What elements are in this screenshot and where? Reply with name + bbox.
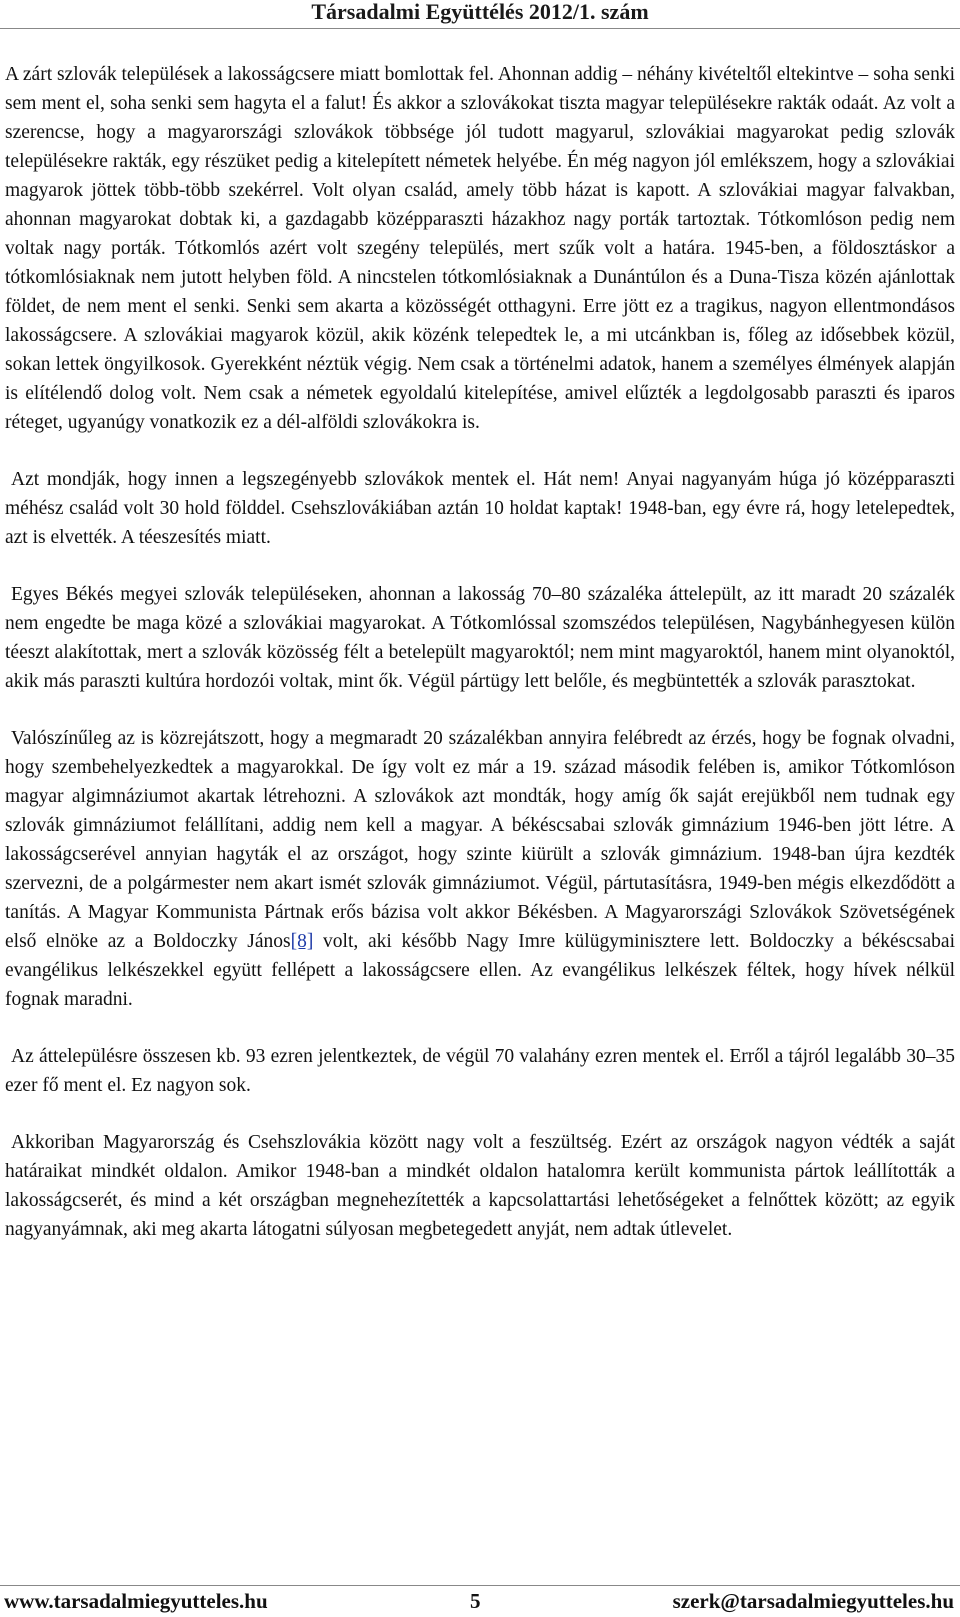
page-number: 5 xyxy=(470,1589,481,1613)
paragraph-6: Akkoriban Magyarország és Csehszlovákia között nagy volt a feszültség. Ezért az országok nagyon védték a saját határaikat mindkét oldalon. Amikor 1948-ban a mindkét oldalon hatalomra került kommunista pártok leállították a lakosságcserét, és mind a két országban megnehezítették a kapcsolattartási lehetőségeket a felnőttek között; az egyik nagyanyámnak, aki meg akarta látogatni súlyosan megbetegedett anyját, nem adtak útlevelet. xyxy=(5,1132,955,1240)
journal-title: Társadalmi Együttélés 2012/1. szám xyxy=(311,0,649,24)
page-footer xyxy=(0,1588,960,1614)
header-divider xyxy=(0,28,960,29)
paragraph-4-text-before: Valószínűleg az is közrejátszott, hogy a megmaradt 20 százalékban annyira felébredt az érzés, hogy be fognak olvadni, hogy szembehelyezkedtek a magyarokkal. De így volt ez már a 19. század második felében is, amikor Tótkomlóson magyar algimnáziumot akartak létrehozni. A szlovákok azt mondták, hogy amíg ők saját erejükből nem tudnak egy szlovák gimnáziumot felállítani, addig nem kell a magyar. A békéscsabai szlovák gimnázium 1946-ben jött létre. A lakosságcserével annyian hagyták el az országot, hogy szinte kiürült a szlovák gimnázium. 1948-ban újra kezdték szervezni, de a polgármester nem akart ismét szlovák gimnáziumot. Végül, pártutasításra, 1949-ben mégis elkezdődött a tanítás. A Magyar Kommunista Pártnak erős bázisa volt akkor Békésben. A Magyarországi Szlovákok Szövetségének első elnöke az a Boldoczky János xyxy=(5,728,955,952)
footer-email: szerk@tarsadalmiegyutteles.hu xyxy=(672,1589,954,1613)
article-body xyxy=(5,60,955,1272)
paragraph-5: Az áttelepülésre összesen kb. 93 ezren jelentkeztek, de végül 70 valahány ezren mentek el. Erről a tájról legalább 30–35 ezer fő ment el. Ez nagyon sok. xyxy=(5,1046,955,1096)
paragraph-4 xyxy=(5,724,955,1014)
paragraph-4-text-after: volt, aki később Nagy Imre külügyminisztere lett. Boldoczky a békéscsabai evangélikus lelkészekkel együtt fellépett a lakosságcsere ellen. Az evangélikus lelkészek féltek, hogy hívek nélkül fognak maradni. xyxy=(5,931,955,1010)
paragraph-2: Azt mondják, hogy innen a legszegényebb szlovákok mentek el. Hát nem! Anyai nagyanyám húga jó középparaszti méhész család volt 30 hold földdel. Csehszlovákiában aztán 10 holdat kaptak! 1948-ban, egy évre rá, hogy letelepedtek, azt is elvették. A téeszesítés miatt. xyxy=(5,469,955,548)
paragraph-1: A zárt szlovák települések a lakosságcsere miatt bomlottak fel. Ahonnan addig – néhány kivételtől eltekintve – soha senki sem ment el, soha senki sem hagyta el a falut! És akkor a szlovákokat tiszta magyar településekre rakták odaát. Az volt a szerencse, hogy a magyarországi szlovákok többsége jól tudott magyarul, szlovákiai magyarokat pedig szlovák településekre rakták, egy részüket pedig a kitelepített németek helyébe. Én még nagyon jól emlékszem, hogy a szlovákiai magyarok jöttek több-több szekérrel. Volt olyan család, amely több házat is kapott. A szlovákiai magyar falvakban, ahonnan magyarokat dobtak ki, a gazdagabb középparaszti házakhoz nagy porták tartoztak. Tótkomlóson pedig nem voltak nagy porták. Tótkomlós azért volt szegény település, mert szűk volt a határa. 1945-ben, a földosztáskor a tótkomlósiaknak nem jutott helyben föld. A nincstelen tótkomlósiaknak a Dunántúlon és a Duna-Tisza közén ajánlottak földet, de nem ment el senki. Senki sem akarta a közösségét otthagyni. Erre jött ez a tragikus, nagyon ellentmondásos lakosságcsere. A szlovákiai magyarok közül, akik közénk telepedtek le, a mi utcánkban is, főleg az idősebbek közül, sokan lettek öngyilkosok. Gyerekként néztük végig. Nem csak a történelmi adatok, hanem a személyes élmények alapján is elítélendő dolog volt. Nem csak a németek egyoldalú kitelepítése, amivel elűzték a legdolgosabb paraszti és iparos réteget, ugyanúgy vonatkozik ez a dél-alföldi szlovákokra is. xyxy=(5,64,955,433)
paragraph-3: Egyes Békés megyei szlovák településeken, ahonnan a lakosság 70–80 százaléka áttelepült, az itt maradt 20 százalék nem engedte be maga közé a szlovákiai magyarokat. A Tótkomlóssal szomszédos településen, Nagybánhegyesen külön téeszt alakítottak, mert a szlovák közösség félt a betelepült magyaroktól; nem mint magyaroktól, hanem mint olyanoktól, akik más paraszti kultúra hordozói voltak, mint ők. Végül pártügy lett belőle, és megbüntették a szlovák parasztokat. xyxy=(5,584,955,692)
footnote-link-8[interactable]: [8] xyxy=(290,931,314,952)
footer-divider xyxy=(0,1585,960,1586)
footer-website: www.tarsadalmiegyutteles.hu xyxy=(4,1589,268,1613)
page-header xyxy=(0,0,960,30)
